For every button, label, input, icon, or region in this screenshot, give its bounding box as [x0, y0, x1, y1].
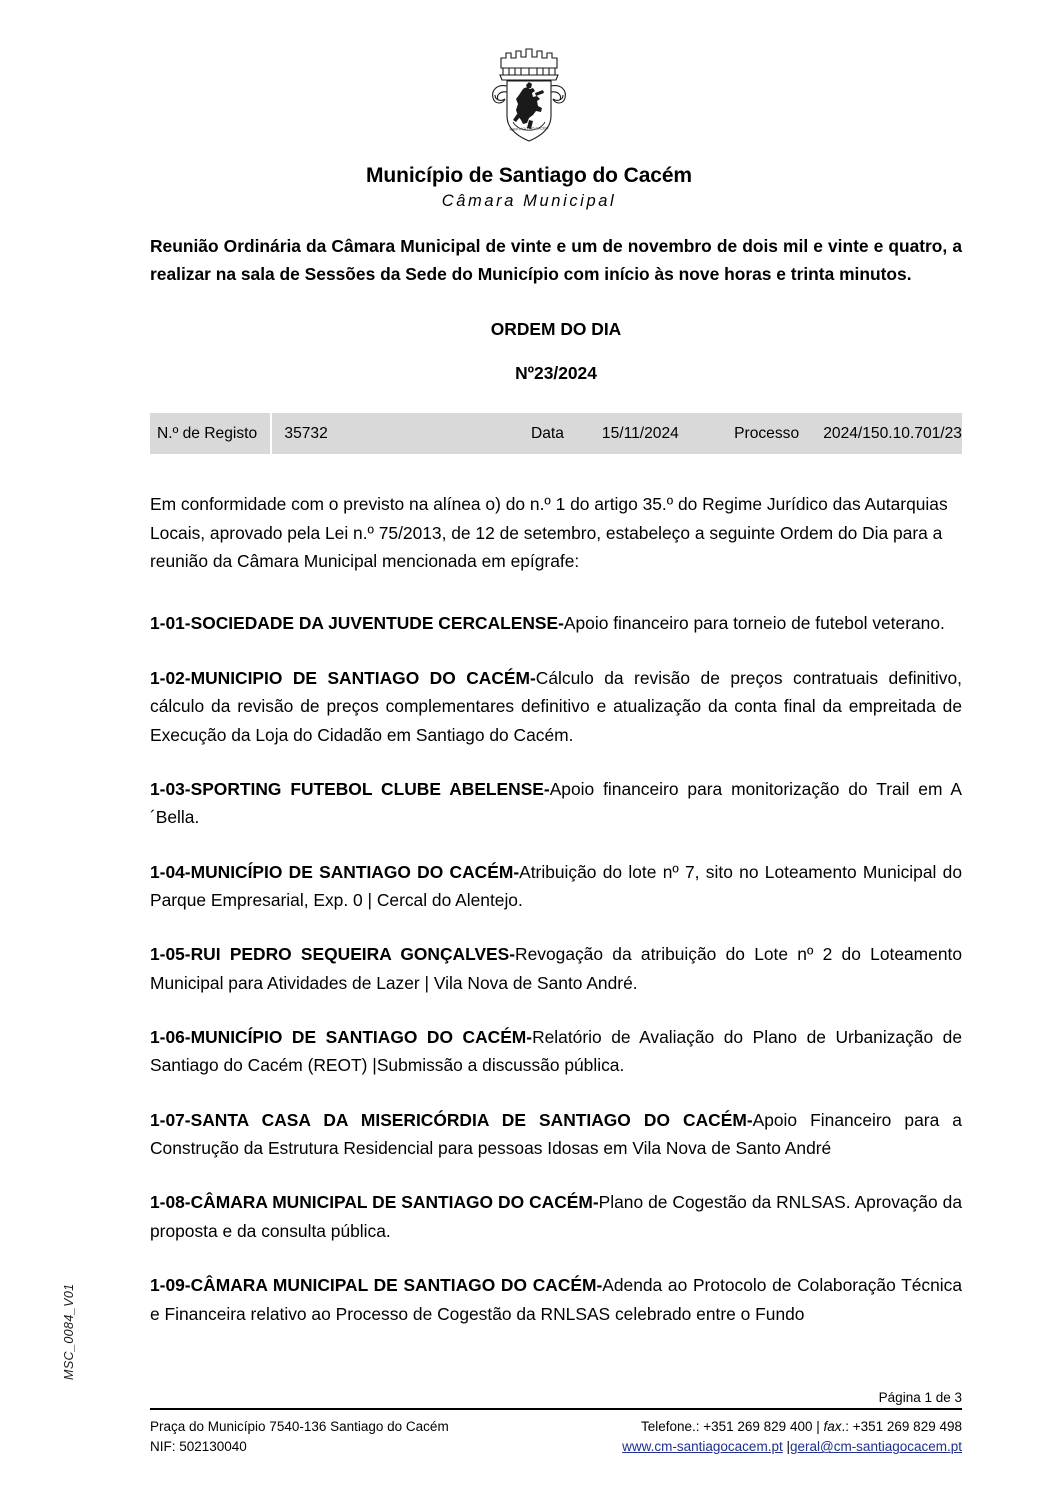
agenda-item-code: 1-06-MUNICÍPIO DE SANTIAGO DO CACÉM-	[150, 1027, 533, 1048]
agenda-item-code: 1-04-MUNICÍPIO DE SANTIAGO DO CACÉM-	[150, 861, 520, 882]
document-footer	[150, 1390, 962, 1458]
footer-phone: Telefone.: +351 269 829 400 |	[640, 1419, 824, 1434]
footer-contact-block	[622, 1417, 962, 1458]
agenda-item-code: 1-03-SPORTING FUTEBOL CLUBE ABELENSE-	[150, 778, 550, 799]
svg-text:SANTIAGO DO CACÉM: SANTIAGO DO CACÉM	[509, 126, 549, 132]
document-content	[150, 0, 962, 1328]
meeting-description: Reunião Ordinária da Câmara Municipal de vinte e um de novembro de dois mil e vinte e quatro, a realizar na sala de Sessões da Sede do Município com início às nove horas e trinta minutos.	[150, 236, 962, 285]
date-value: 15/11/2024	[601, 424, 679, 442]
agenda-item	[150, 1271, 962, 1328]
agenda-item-list	[150, 609, 962, 1327]
intro-paragraph: Em conformidade com o previsto na alínea o) do n.º 1 do artigo 35.º do Regime Jurídico das Autarquias Locais, aprovado pela Lei n.º 75/2013, de 12 de setembro, estabeleço a seguinte Ordem do Dia para a reunião da Câmara Municipal mencionada em epígrafe:	[150, 494, 948, 572]
link-separator: |	[782, 1439, 790, 1455]
agenda-item-code: 1-05-RUI PEDRO SEQUEIRA GONÇALVES-	[150, 944, 516, 965]
footer-divider	[150, 1408, 962, 1410]
agenda-item	[150, 1188, 962, 1245]
page-indicator: Página 1 de 3	[878, 1390, 962, 1405]
agenda-item	[150, 1106, 962, 1163]
agenda-item-text: Plano de Cogestão da RNLSAS. Aprovação da proposta e da consulta pública.	[150, 1192, 963, 1241]
footer-nif: NIF: 502130040	[150, 1439, 247, 1455]
date-label: Data	[530, 424, 564, 442]
document-title: ORDEM DO DIA	[490, 319, 622, 340]
agenda-item-text: Apoio financeiro para torneio de futebol veterano.	[563, 613, 945, 634]
process-value: 2024/150.10.701/23	[823, 424, 962, 442]
fax-label: fax	[823, 1419, 842, 1434]
agenda-item-text: Cálculo da revisão de preços contratuais definitivo, cálculo da revisão de preços complementares definitivo e atualização da conta final da empreitada de Execução da Loja do Cidadão em Santiago do Cacém.	[150, 667, 962, 745]
document-reference-code: MSC_0084_V01	[62, 1283, 76, 1380]
agenda-item	[150, 664, 962, 749]
footer-address: Praça do Município 7540-136 Santiago do Cacém	[150, 1419, 449, 1434]
register-number-value: 35732	[270, 413, 524, 454]
process-label: Processo	[734, 424, 800, 442]
agenda-item-text: Atribuição do lote nº 7, sito no Loteamento Municipal do Parque Empresarial, Exp. 0 | Cercal do Alentejo.	[150, 861, 963, 910]
footer-phone-line	[622, 1417, 962, 1437]
registry-bar	[150, 413, 962, 454]
agenda-item-text: Revogação da atribuição do Lote nº 2 do Loteamento Municipal para Atividades de Lazer | Vila Nova de Santo André.	[150, 944, 963, 993]
footer-address-block	[150, 1417, 449, 1458]
agenda-item	[150, 609, 962, 637]
register-number-label: N.º de Registo	[157, 424, 258, 442]
email-link[interactable]: geral@cm-santiagocacem.pt	[789, 1439, 962, 1455]
agenda-item	[150, 858, 962, 915]
footer-fax: .: +351 269 829 498	[841, 1419, 962, 1434]
agenda-item-text: Apoio Financeiro para a Construção da Estrutura Residencial para pessoas Idosas em Vila Nova de Santo André	[150, 1109, 962, 1159]
agenda-item-code: 1-02-MUNICIPIO DE SANTIAGO DO CACÉM-	[150, 667, 536, 688]
agenda-item-text: Apoio financeiro para monitorização do Trail em A´Bella.	[150, 778, 963, 828]
agenda-item	[150, 1023, 962, 1080]
agenda-item-code: 1-07-SANTA CASA DA MISERICÓRDIA DE SANTIAGO DO CACÉM-	[150, 1109, 753, 1130]
agenda-item	[150, 940, 962, 997]
agenda-item-code: 1-09-CÂMARA MUNICIPAL DE SANTIAGO DO CACÉM-	[150, 1275, 603, 1296]
department-name: Câmara Municipal	[441, 192, 617, 210]
agenda-item-code: 1-01-SOCIEDADE DA JUVENTUDE CERCALENSE-	[150, 613, 564, 634]
organization-name: Município de Santiago do Cacém	[365, 164, 693, 187]
agenda-item-text: Adenda ao Protocolo de Colaboração Técnica e Financeira relativo ao Processo de Cogestão da RNLSAS celebrado entre o Fundo	[150, 1275, 963, 1324]
agenda-item	[150, 775, 962, 832]
agenda-item-code: 1-08-CÂMARA MUNICIPAL DE SANTIAGO DO CACÉM-	[150, 1192, 599, 1213]
website-link[interactable]: www.cm-santiagocacem.pt	[622, 1439, 783, 1455]
footer-links-line	[622, 1437, 962, 1457]
agenda-item-text: Relatório de Avaliação do Plano de Urbanização de Santiago do Cacém (REOT) |Submissão a discussão pública.	[150, 1027, 962, 1076]
document-number: Nº23/2024	[515, 363, 597, 384]
